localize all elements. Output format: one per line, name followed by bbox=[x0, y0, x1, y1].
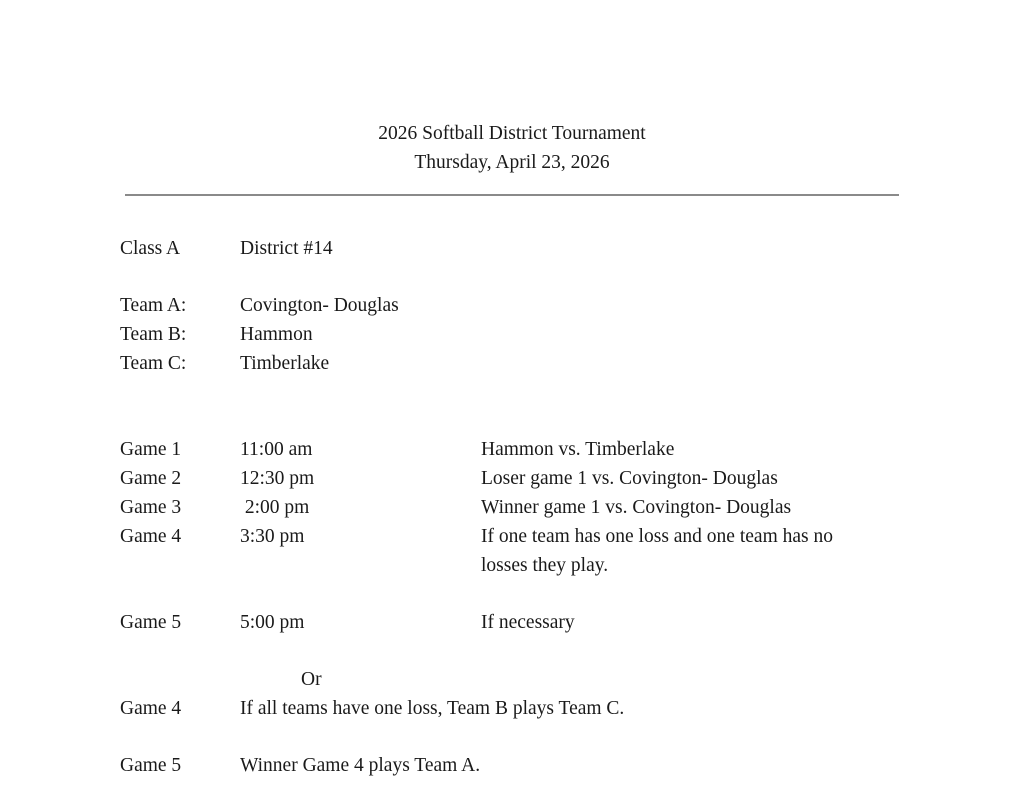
game-time: 12:30 pm bbox=[240, 468, 315, 489]
game-label: Game 1 bbox=[120, 439, 182, 460]
or-text: Or bbox=[301, 669, 322, 690]
district-label: District #14 bbox=[240, 238, 333, 259]
game-time: 3:30 pm bbox=[240, 526, 305, 547]
tournament-date: Thursday, April 23, 2026 bbox=[414, 152, 610, 173]
game-label: Game 3 bbox=[120, 497, 182, 518]
game-time: 2:00 pm bbox=[240, 497, 310, 518]
game-matchup: Hammon vs. Timberlake bbox=[481, 439, 675, 460]
game-label: Game 2 bbox=[120, 468, 182, 489]
tournament-title: 2026 Softball District Tournament bbox=[378, 123, 646, 144]
game-matchup: If one team has one loss and one team has no bbox=[481, 526, 833, 547]
alternate-game-text: If all teams have one loss, Team B plays Team C. bbox=[240, 698, 625, 719]
game-label: Game 5 bbox=[120, 612, 182, 633]
alternate-game-text: Winner Game 4 plays Team A. bbox=[240, 755, 481, 776]
header-divider bbox=[125, 194, 899, 196]
team-label: Team B: bbox=[120, 324, 187, 345]
game-label: Game 5 bbox=[120, 755, 182, 776]
team-name: Timberlake bbox=[240, 353, 330, 374]
class-label: Class A bbox=[120, 238, 181, 259]
game-label: Game 4 bbox=[120, 526, 182, 547]
game-time: 5:00 pm bbox=[240, 612, 305, 633]
game-time: 11:00 am bbox=[240, 439, 313, 460]
game-matchup-continuation: losses they play. bbox=[481, 555, 609, 576]
team-name: Covington- Douglas bbox=[240, 295, 399, 316]
team-name: Hammon bbox=[240, 324, 313, 345]
team-label: Team A: bbox=[120, 295, 187, 316]
game-label: Game 4 bbox=[120, 698, 182, 719]
game-matchup: Loser game 1 vs. Covington- Douglas bbox=[481, 468, 778, 489]
game-matchup: If necessary bbox=[481, 612, 575, 633]
game-matchup: Winner game 1 vs. Covington- Douglas bbox=[481, 497, 792, 518]
team-label: Team C: bbox=[120, 353, 187, 374]
